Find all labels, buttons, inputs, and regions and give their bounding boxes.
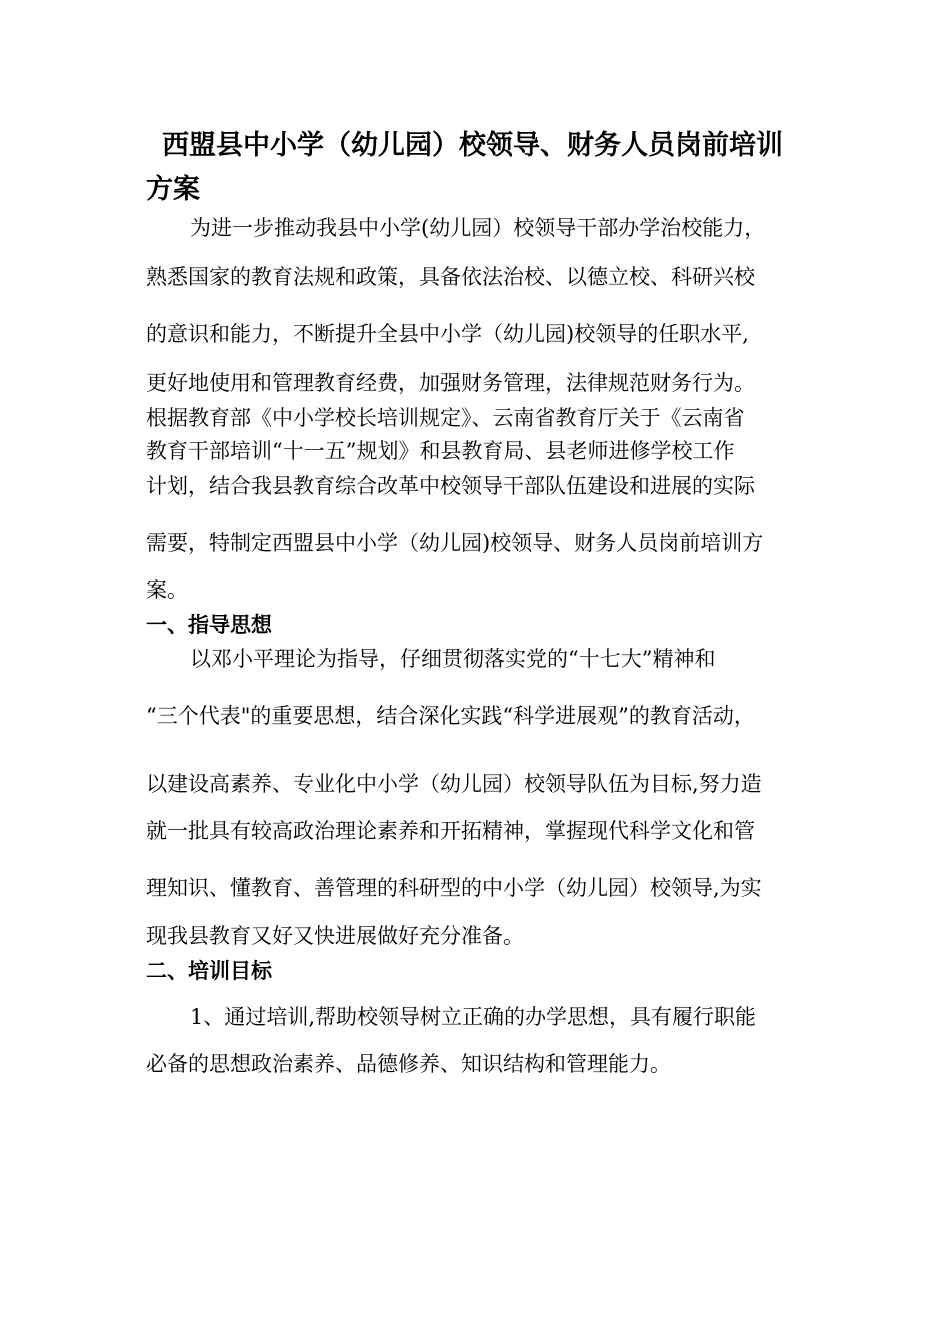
section-line: “三个代表"的重要思想，结合深化实践“科学进展观”的教育活动， xyxy=(146,704,755,728)
intro-line: 更好地使用和管理教育经费，加强财务管理，法律规范财务行为。 xyxy=(146,371,755,395)
intro-line: 案。 xyxy=(146,578,188,602)
intro-line: 的意识和能力，不断提升全县中小学（幼儿园)校领导的任职水平, xyxy=(146,322,749,346)
section-line: 必备的思想政治素养、品德修养、知识结构和管理能力。 xyxy=(146,1052,671,1076)
section-line: 现我县教育又好又快进展做好充分准备。 xyxy=(146,924,524,948)
intro-line: 熟悉国家的教育法规和政策，具备依法治校、以德立校、科研兴校 xyxy=(146,265,755,289)
intro-line: 教育干部培训“十一五”规划》和县教育局、县老师进修学校工作 xyxy=(146,439,735,463)
intro-line: 为进一步推动我县中小学(幼儿园）校领导干部办学治校能力， xyxy=(190,216,766,240)
section-line: 理知识、懂教育、善管理的科研型的中小学（幼儿园）校领导,为实 xyxy=(146,876,762,900)
intro-line: 需要，特制定西盟县中小学（幼儿园)校领导、财务人员岗前培训方 xyxy=(146,531,764,555)
section-heading-training-goals: 二、培训目标 xyxy=(146,959,272,983)
section-line: 以邓小平理论为指导，仔细贯彻落实党的“十七大”精神和 xyxy=(190,647,716,671)
section-line: 就一批具有较高政治理论素养和开拓精神，掌握现代科学文化和管 xyxy=(146,819,755,843)
section-heading-guiding-thought: 一、指导思想 xyxy=(146,613,272,637)
document-title: 西盟县中小学（幼儿园）校领导、财务人员岗前培训方案 xyxy=(146,130,783,205)
intro-line: 根据教育部《中小学校长培训规定》、云南省教育厅关于《云南省 xyxy=(146,406,745,430)
section-line: 以建设高素养、专业化中小学（幼儿园）校领导队伍为目标,努力造 xyxy=(146,772,762,796)
section-line: 1、通过培训,帮助校领导树立正确的办学思想，具有履行职能 xyxy=(190,1005,757,1029)
intro-line: 计划，结合我县教育综合改革中校领导干部队伍建设和进展的实际 xyxy=(146,474,755,498)
